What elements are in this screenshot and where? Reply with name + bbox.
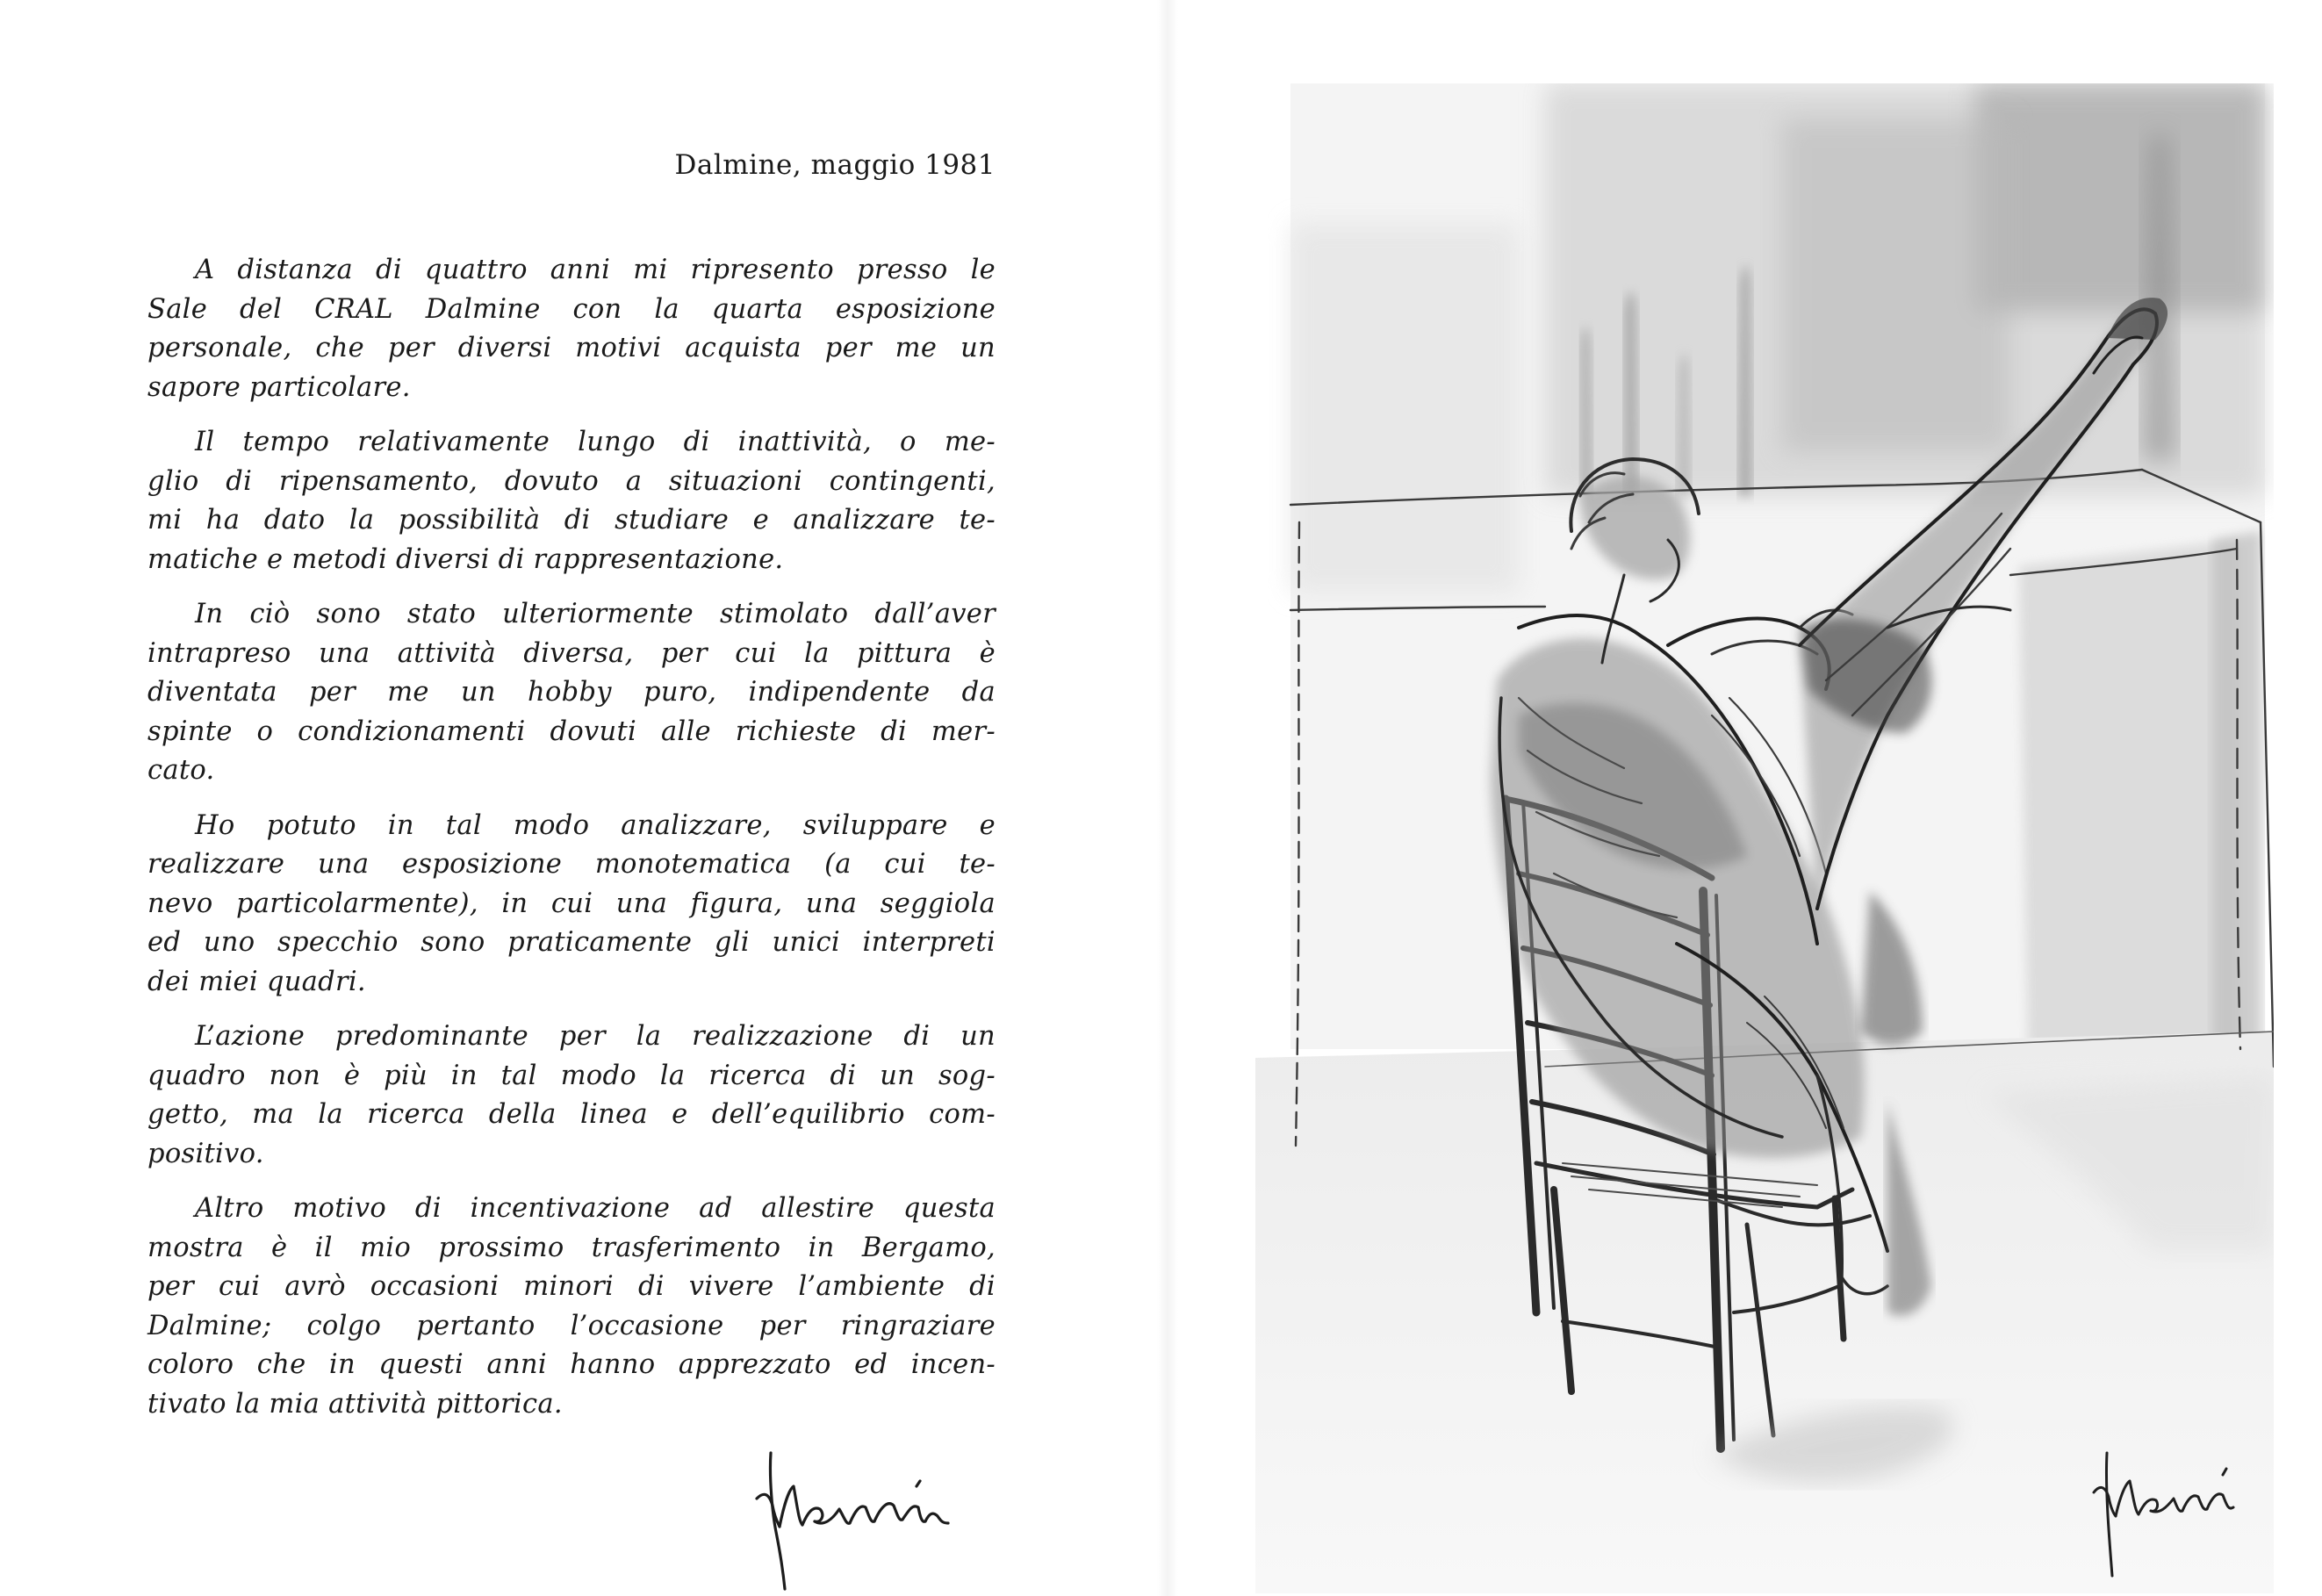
letter-paragraph — [147, 1017, 996, 1174]
letter-line: Ho potuto in tal modo analizzare, sviluppare e — [195, 809, 996, 841]
letter-paragraph — [147, 1190, 996, 1424]
letter-line: coloro che in questi anni hanno apprezzato ed incen- — [147, 1349, 996, 1380]
letter-line: per cui avrò occasioni minori di vivere l’ambiente di — [147, 1271, 996, 1302]
letter-line: tivato la mia attività pittorica. — [147, 1388, 563, 1420]
letter-paragraph — [147, 595, 996, 791]
letter-line: glio di ripensamento, dovuto a situazioni contingenti, — [147, 465, 996, 497]
artwork-illustration — [1255, 83, 2274, 1593]
letter-line: matiche e metodi diversi di rappresentazione. — [147, 543, 784, 575]
letter-line: realizzare una esposizione monotematica (a cui te- — [147, 849, 996, 880]
right-page — [1168, 0, 2322, 1596]
letter-body — [147, 251, 996, 1440]
letter-line: L’azione predominante per la realizzazione di un — [195, 1021, 996, 1052]
letter-line: personale, che per diversi motivi acquista per me un — [147, 333, 996, 363]
letter-line: ed uno specchio sono praticamente gli unici interpreti — [147, 927, 996, 958]
letter-line: quadro non è più in tal modo la ricerca di un sog- — [147, 1060, 996, 1091]
letter-line: spinte o condizionamenti dovuti alle richieste di mer- — [147, 715, 996, 747]
letter-paragraph — [147, 807, 996, 1003]
letter-paragraph — [147, 251, 996, 407]
letter-line: cato. — [147, 755, 215, 786]
letter-line: mostra è il mio prossimo trasferimento in Bergamo, — [147, 1232, 996, 1263]
letter-line: intrapreso una attività diversa, per cui la pittura è — [147, 637, 996, 669]
letter-line: mi ha dato la possibilità di studiare e analizzare te- — [147, 505, 996, 536]
date-line: Dalmine, maggio 1981 — [674, 149, 996, 181]
letter-line: positivo. — [147, 1138, 264, 1169]
letter-line: Altro motivo di incentivazione ad allestire questa — [195, 1193, 996, 1224]
letter-line: In ciò sono stato ulteriormente stimolato dall’aver — [195, 599, 996, 629]
left-page — [0, 0, 1159, 1596]
letter-line: getto, ma la ricerca della linea e dell’equilibrio com- — [147, 1099, 996, 1130]
letter-line: dei miei quadri. — [147, 966, 366, 997]
letter-line: Dalmine; colgo pertanto l’occasione per ringraziare — [147, 1310, 996, 1341]
signature-left — [744, 1418, 955, 1593]
letter-line: sapore particolare. — [147, 371, 411, 403]
letter-line: Il tempo relativamente lungo di inattività, o me- — [195, 427, 996, 457]
letter-line: diventata per me un hobby puro, indipendente da — [147, 677, 996, 708]
letter-line: A distanza di quattro anni mi ripresento presso le — [195, 255, 996, 285]
letter-line: nevo particolarmente), in cui una figura, una seggiola — [147, 888, 996, 919]
letter-paragraph — [147, 423, 996, 579]
letter-line: Sale del CRAL Dalmine con la quarta esposizione — [147, 293, 996, 325]
